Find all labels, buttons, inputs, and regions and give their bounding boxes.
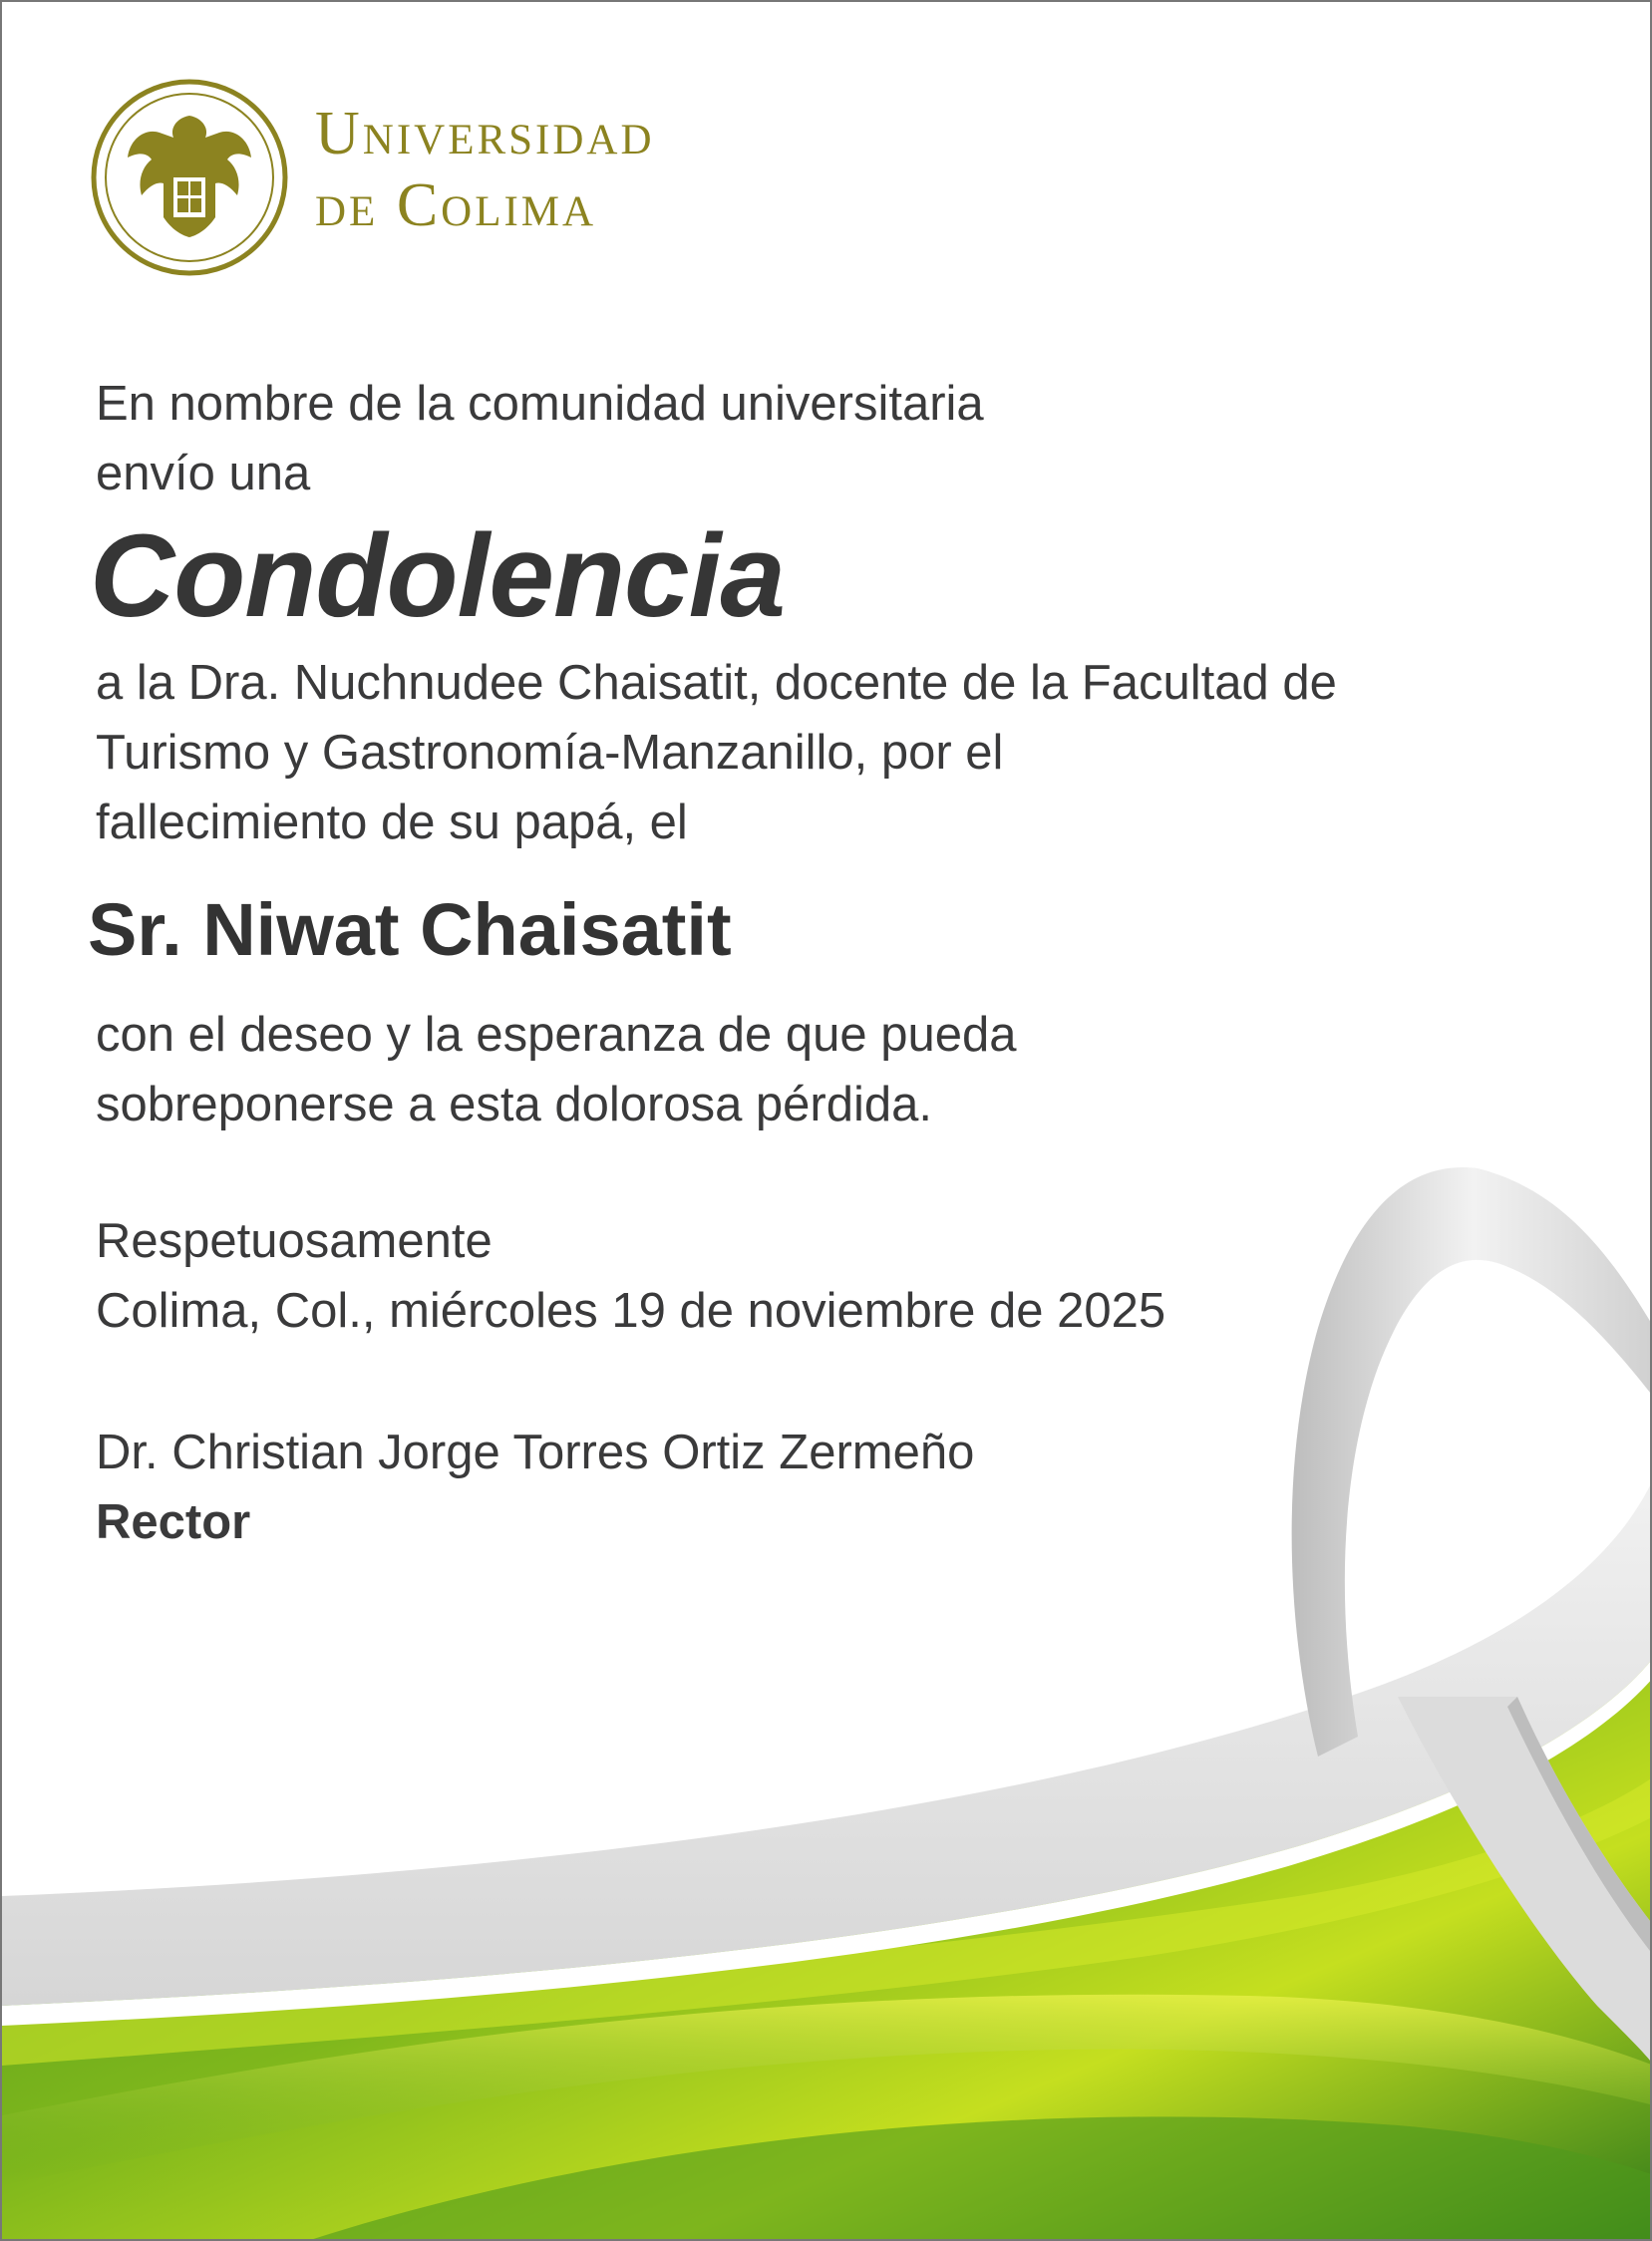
university-seal-icon	[90, 78, 289, 277]
closing: Respetuosamente	[96, 1214, 493, 1268]
recipient-line-3: fallecimiento de su papá, el	[96, 796, 688, 849]
university-name-line1: Universidad	[315, 100, 655, 167]
deceased-name: Sr. Niwat Chaisatit	[88, 888, 732, 971]
condolence-heading: Condolencia	[90, 510, 786, 642]
university-name-line2: de Colima	[315, 171, 597, 239]
wish-line-2: sobreponerse a esta dolorosa pérdida.	[96, 1078, 933, 1131]
intro-line-1: En nombre de la comunidad universitaria	[96, 377, 984, 431]
recipient-line-2: Turismo y Gastronomía-Manzanillo, por el	[96, 726, 1004, 780]
signer-name: Dr. Christian Jorge Torres Ortiz Zermeño	[96, 1426, 975, 1479]
university-logo	[90, 78, 987, 287]
wish-line-1: con el deseo y la esperanza de que pueda	[96, 1008, 1017, 1062]
recipient-line-1: a la Dra. Nuchnudee Chaisatit, docente de la Facultad de	[96, 656, 1337, 710]
intro-line-2: envío una	[96, 447, 311, 500]
university-name	[315, 98, 655, 241]
place-date: Colima, Col., miércoles 19 de noviembre de 2025	[96, 1284, 1166, 1338]
signer-title: Rector	[96, 1495, 251, 1549]
